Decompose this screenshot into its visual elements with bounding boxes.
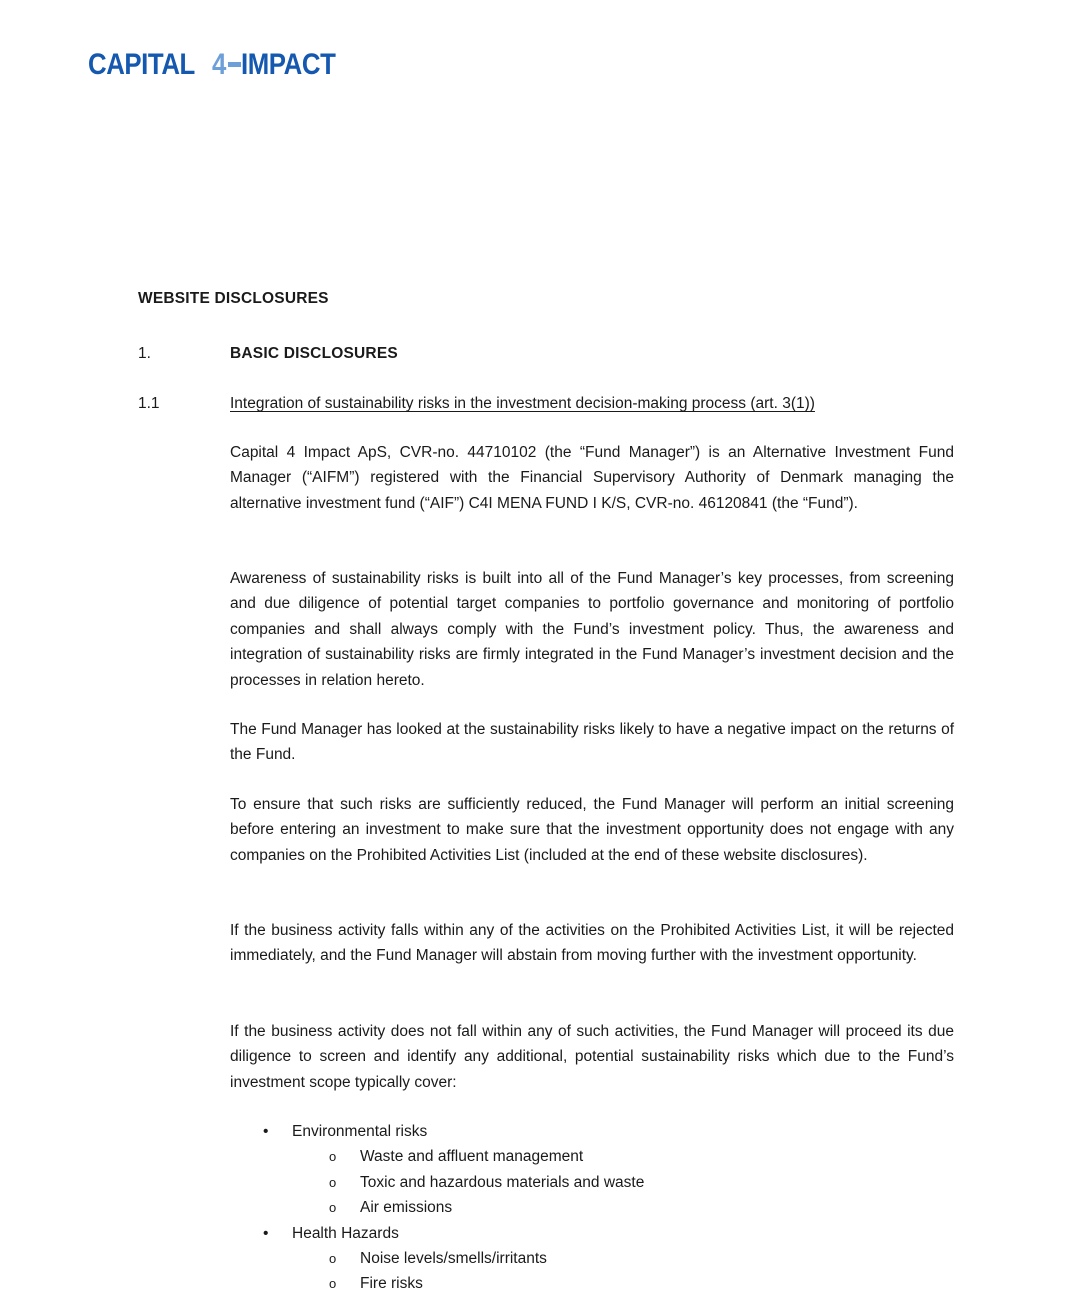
paragraph-4: To ensure that such risks are sufficiently reduced, the Fund Manager will perform an initial screening before entering an investment to make sure that the investment opportunity does not engage with any companies on the Prohibited Activities List (included at the end of these website disclosures). [230, 796, 954, 864]
risk-category-list [230, 1119, 954, 1297]
list-item-label: Environmental risks [292, 1123, 428, 1140]
sub-bullet-icon: o [329, 1200, 337, 1216]
section-heading-1-1 [138, 391, 954, 416]
list-item [230, 1170, 954, 1195]
sub-bullet-icon: o [329, 1251, 337, 1267]
list-item [230, 1195, 954, 1220]
logo-text-impact: IMPACT [240, 48, 336, 81]
list-item-label: Toxic and hazardous materials and waste [360, 1173, 645, 1191]
paragraph-1: Capital 4 Impact ApS, CVR-no. 44710102 (the “Fund Manager”) is an Alternative Investment Fund Manager (“AIFM”) registered with the Financial Supervisory Authority of Denmark managing the alternative investment fund (“AIF”) C4I MENA FUND I K/S, CVR-no. 46120841 (the “Fund”). [230, 444, 954, 512]
sub-bullet-icon: o [329, 1276, 337, 1292]
list-item-label: Fire risks [360, 1275, 423, 1293]
bullet-icon: • [263, 1123, 269, 1140]
list-item [230, 1119, 954, 1144]
logo-text-four: 4 [212, 48, 227, 81]
list-item [230, 1221, 954, 1246]
section-title-1: BASIC DISCLOSURES [230, 345, 398, 362]
logo-text-capital: CAPITAL [88, 48, 195, 81]
list-item-label: Air emissions [360, 1199, 453, 1217]
bullet-icon: • [263, 1224, 269, 1242]
section-number-1-1: 1.1 [138, 395, 160, 412]
logo-bar-divider [228, 62, 241, 67]
paragraph-3: The Fund Manager has looked at the sustainability risks likely to have a negative impact on the returns of the Fund. [230, 721, 954, 764]
capital-4-impact-logo [88, 44, 351, 86]
list-item [230, 1271, 954, 1296]
paragraph-2: Awareness of sustainability risks is built into all of the Fund Manager’s key processes, from screening and due diligence of potential target companies to portfolio governance and monitoring of portfolio companies and shall always comply with the Fund’s investment policy. Thus, the awareness and integration of sustainability risks are firmly integrated in the Fund Manager’s investment decision and the processes in relation hereto. [230, 570, 954, 689]
page-title: WEBSITE DISCLOSURES [138, 290, 329, 307]
paragraph-5: If the business activity falls within any of the activities on the Prohibited Activities List, it will be rejected immediately, and the Fund Manager will abstain from moving further with the investment opportunity. [230, 922, 954, 965]
list-item [230, 1246, 954, 1271]
sub-bullet-icon: o [329, 1174, 337, 1190]
list-item-label: Noise levels/smells/irritants [360, 1250, 547, 1268]
list-item-label: Waste and affluent management [360, 1148, 584, 1166]
sub-bullet-icon: o [329, 1149, 337, 1165]
section-number-1: 1. [138, 345, 151, 362]
list-item [230, 1144, 954, 1169]
section-title-1-1: Integration of sustainability risks in the investment decision-making process (art. 3(1)) [230, 395, 815, 412]
section-heading-1 [138, 341, 954, 366]
list-item-label: Health Hazards [292, 1224, 399, 1242]
paragraph-6: If the business activity does not fall within any of such activities, the Fund Manager will proceed its due diligence to screen and identify any additional, potential sustainability risks which due to the Fund’s investment scope typically cover: [230, 1023, 954, 1091]
